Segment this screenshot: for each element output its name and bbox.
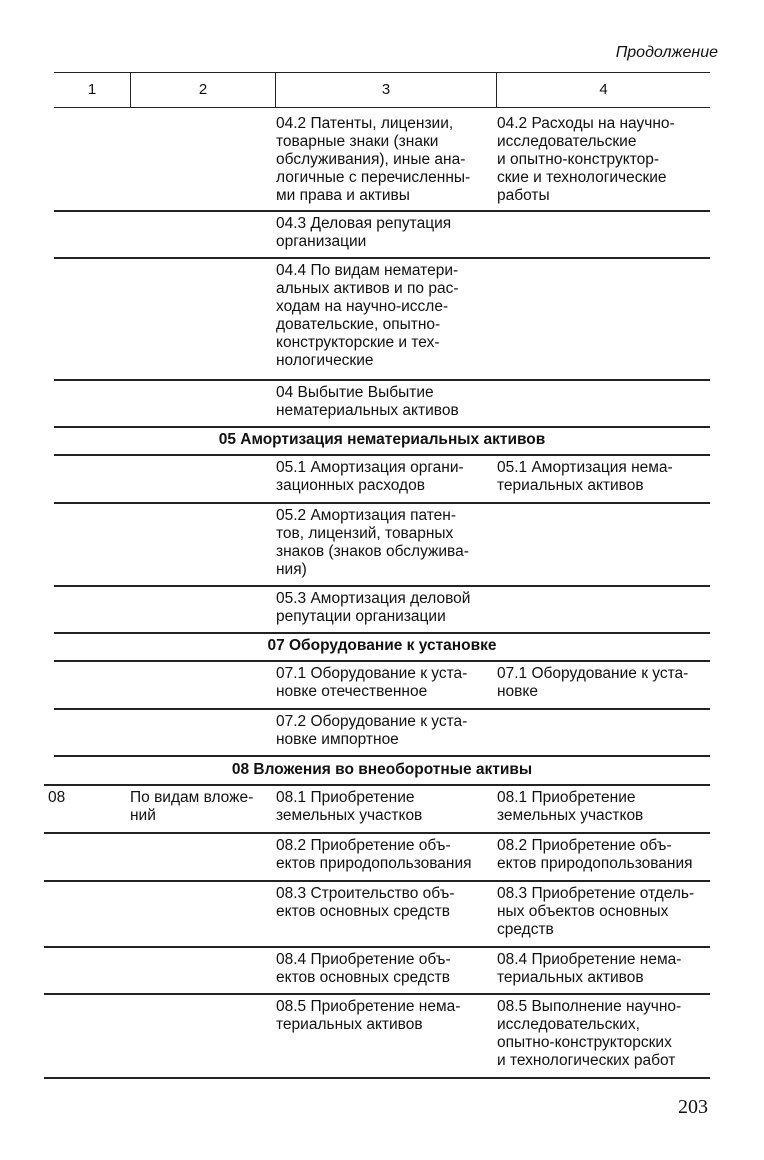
table-row <box>0 993 764 1077</box>
table-cell-c4: 08.4 Приобретение нема- териальных активов <box>497 951 682 986</box>
section-heading: 07 Оборудование к установке <box>267 637 497 654</box>
table-cell-c3: 04.3 Деловая репутация организации <box>276 215 452 250</box>
table-row <box>0 708 764 755</box>
table-header <box>54 72 710 108</box>
table-cell-c3: 04 Выбытие Выбытие нематериальных активов <box>276 384 459 419</box>
table-cell-c3: 08.5 Приобретение нема- териальных активов <box>276 998 461 1033</box>
table-cell-c3: 08.2 Приобретение объ- ектов природопользования <box>276 837 472 872</box>
table-row <box>0 880 764 946</box>
table-cell-c3: 08.1 Приобретение земельных участков <box>276 789 423 824</box>
row-separator <box>44 1077 710 1079</box>
table-cell-c3: 04.2 Патенты, лицензии, товарные знаки (знаки обслуживания), иные ана- логичные с перечисленны- ми права и активы <box>276 115 471 204</box>
table-cell-c3: 08.3 Строительство объ- ектов основных средств <box>276 885 455 920</box>
table-row <box>0 379 764 426</box>
table-row <box>0 110 764 210</box>
table-row <box>0 946 764 993</box>
table-cell-c4: 08.1 Приобретение земельных участков <box>497 789 644 824</box>
table-row <box>0 210 764 257</box>
table-cell-c3: 04.4 По видам нематери- альных активов и по рас- ходам на научно-иссле- довательские, опытно- конструкторские и тех- нологические <box>276 262 459 369</box>
table-cell-c4: 07.1 Оборудование к уста- новке <box>497 665 689 700</box>
header-col-3: 3 <box>381 81 391 98</box>
table-row <box>0 784 764 832</box>
table-cell-c3: 08.4 Приобретение объ- ектов основных средств <box>276 951 451 986</box>
page-number: 203 <box>678 1096 708 1118</box>
continuation-label: Продолжение <box>615 44 718 61</box>
section-heading: 05 Амортизация нематериальных активов <box>218 431 546 448</box>
section-heading: 08 Вложения во внеоборотные активы <box>231 761 533 778</box>
table-row <box>0 832 764 880</box>
table-row <box>0 660 764 708</box>
table-cell-c4: 08.2 Приобретение объ- ектов природопользования <box>497 837 693 872</box>
table-cell-c3: 07.2 Оборудование к уста- новке импортное <box>276 713 468 748</box>
table-cell-c2: По видам вложе- ний <box>130 789 254 824</box>
table-cell-c3: 05.2 Амортизация патен- тов, лицензий, товарных знаков (знаков обслужива- ния) <box>276 507 469 578</box>
header-col-1: 1 <box>87 81 97 98</box>
table-cell-c3: 05.1 Амортизация органи- зационных расходов <box>276 459 464 494</box>
table-cell-c1: 08 <box>48 789 66 806</box>
table-row <box>0 454 764 502</box>
table-row <box>0 502 764 585</box>
table-cell-c3: 05.3 Амортизация деловой репутации организации <box>276 590 471 625</box>
table-cell-c4: 08.5 Выполнение научно- исследовательских, опытно-конструкторских и технологических работ <box>497 998 682 1069</box>
table-cell-c3: 07.1 Оборудование к уста- новке отечественное <box>276 665 468 700</box>
table-row <box>0 257 764 379</box>
table-cell-c4: 04.2 Расходы на научно- исследовательские и опытно-конструктор- ские и технологические работы <box>497 115 675 204</box>
table-cell-c4: 08.3 Приобретение отдель- ных объектов основных средств <box>497 885 695 938</box>
header-col-4: 4 <box>599 81 608 98</box>
header-col-2: 2 <box>198 81 208 98</box>
table-cell-c4: 05.1 Амортизация нема- териальных активов <box>497 459 673 494</box>
table-row <box>0 585 764 632</box>
